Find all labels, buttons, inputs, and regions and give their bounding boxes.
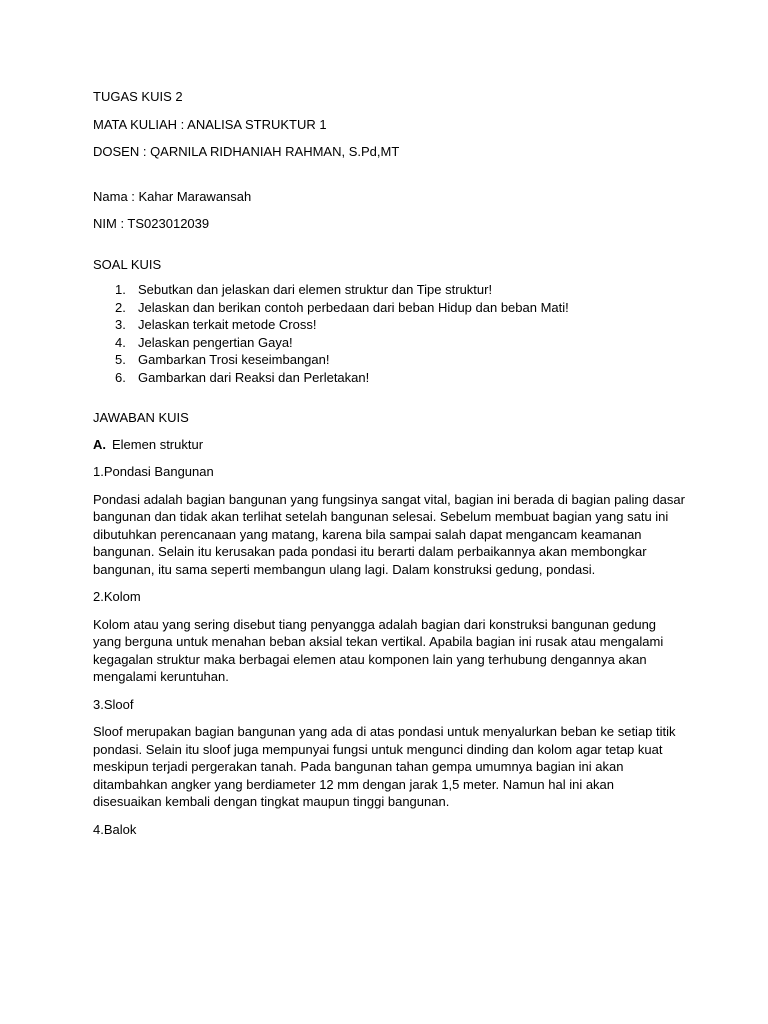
question-item [115,281,683,299]
paragraph-line: bangunan, itu sama seperti membangun ulang lagi. Dalam konstruksi gedung, pondasi. [93,561,596,577]
answer-subheading: 2.Kolom [93,589,141,604]
course-line: MATA KULIAH : ANALISA STRUKTUR 1 [93,116,327,132]
section-title: Elemen struktur [112,436,204,452]
answer-subheading: 1.Pondasi Bangunan [93,464,214,479]
paragraph-line: kegagalan struktur maka berbagai elemen atau komponen lain yang terhubung dengannya akan [93,651,647,667]
document-title: TUGAS KUIS 2 [93,89,183,104]
paragraph-line: Kolom atau yang sering disebut tiang penyangga adalah bagian dari konstruksi bangunan gedung [93,616,657,632]
question-number: 1. [115,282,126,297]
paragraph-line: dibutuhkan perencanaan yang matang, karena bila sampai salah dapat mengancam keamanan [93,526,642,542]
section-a-heading [93,436,683,454]
paragraph-line: ditambahkan angker yang berdiameter 12 mm dengan jarak 1,5 meter. Namun hal ini akan [93,776,615,792]
question-item [115,316,683,334]
paragraph-line: bangunan dan tidak akan terlihat setelah bangunan selesai. Sebelum membuat bagian yang satu ini [93,509,669,524]
section-letter: A. [93,436,106,452]
answer-subheading: 4.Balok [93,821,137,837]
paragraph-line: Sloof merupakan bagian bangunan yang ada di atas pondasi untuk menyalurkan beban ke setiap titik [93,724,676,739]
answer-subheading: 3.Sloof [93,696,134,712]
student-name: Nama : Kahar Marawansah [93,188,252,204]
question-number: 6. [115,369,126,385]
question-item [115,369,683,387]
question-text: Jelaskan dan berikan contoh perbedaan dari beban Hidup dan beban Mati! [138,299,569,315]
question-number: 5. [115,352,126,367]
answer-paragraph [93,616,683,686]
quiz-heading: SOAL KUIS [93,256,162,272]
question-text: Sebutkan dan jelaskan dari elemen struktur dan Tipe struktur! [138,282,493,297]
document-page [93,88,683,848]
question-item [115,299,683,317]
answer-paragraph [93,723,683,811]
question-text: Jelaskan pengertian Gaya! [138,334,293,350]
question-text: Gambarkan Trosi keseimbangan! [138,352,330,367]
question-list [93,281,683,386]
question-text: Gambarkan dari Reaksi dan Perletakan! [138,369,370,385]
question-number: 3. [115,317,126,332]
paragraph-line: bangunan. Selain itu kerusakan pada pondasi itu berarti dalam perbaikannya akan membongkar [93,544,647,559]
question-number: 4. [115,334,126,350]
paragraph-line: Pondasi adalah bagian bangunan yang fungsinya sangat vital, bagian ini berada di bagian paling dasar [93,491,685,507]
question-item [115,351,683,369]
answer-paragraph [93,491,683,579]
paragraph-line: pondasi. Selain itu sloof juga mempunyai fungsi untuk mengunci dinding dan kolom agar tetap kuat [93,741,663,757]
question-item [115,334,683,352]
paragraph-line: yang berguna untuk menahan beban aksial tekan vertikal. Apabila bagian ini rusak atau mengalami [93,634,664,649]
student-nim: NIM : TS023012039 [93,216,210,231]
lecturer-line: DOSEN : QARNILA RIDHANIAH RAHMAN, S.Pd,MT [93,144,400,159]
question-text: Jelaskan terkait metode Cross! [138,317,317,332]
question-number: 2. [115,299,126,315]
paragraph-line: disesuaikan kembali dengan tingkat maupun tinggi bangunan. [93,794,450,809]
paragraph-line: mengalami keruntuhan. [93,669,229,684]
answers-heading: JAWABAN KUIS [93,410,189,425]
paragraph-line: meskipun terjadi pergerakan tanah. Pada bangunan tahan gempa umumnya bagian ini akan [93,759,624,774]
